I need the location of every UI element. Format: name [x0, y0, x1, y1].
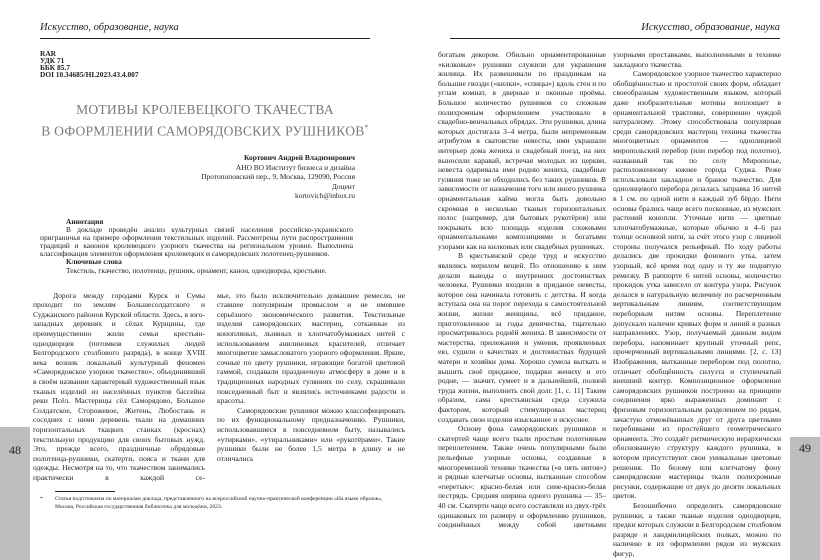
abstract-section: [40, 218, 353, 275]
footnote-mark: *: [40, 496, 43, 503]
footnote-rule: [55, 491, 115, 492]
footnote: [40, 496, 395, 511]
paragraph: узорными проставками, выполненными в технике закладного ткачества.: [613, 50, 781, 69]
body-column-right-1: [438, 50, 606, 530]
body-column-left-2: [217, 291, 405, 483]
udk-code: УДК 71: [40, 55, 65, 65]
paragraph: Основу фона саморядовских рушников и скатертей чаще всего ткали простым полотняным переплетением. Также очень популярными были рельефные узорные основы, созданные в многоремизной технике ткачества («в пять нитов») и рядные клетчатые основы, вытканные способом «перетык»: красно-белая или сине-красно-белая пестрядь. Средняя ширина одного рушника — 35–40 см. Скатерти чаще всего составляли из двух-трёх одинаковых по размеру и оформлению рушников, соединённых между собой цветными: [438, 424, 606, 530]
paragraph: В крестьянской среде труд и искусство являлись мерилом вещей. По отношению к ним делали выводы о внутренних достоинствах человека. Рушники входили в приданое невесты, которое она начинала готовить с детства. И когда вступала она на порог перехода к самостоятельной жизни, жизни женщины, всё приданое, приготовленное за годы девичества, тщательно просматривалось роднёй жениха. В зависимости от мастерства, прилежания и умения, проявленных ею, судили о качествах и достоинствах будущей матери и хозяйки дома. Хорошо сумела выткать и вышить своё приданое, подарки жениху и его родне, — значит, сумеет и в дальнейшей, полной труда жизни, выполнить свой долг. [1, с. 11] Таким образом, сама крестьянская среда служила фактором, который стимулировал мастериц создавать свои изделия изысканнее и искуснее.: [438, 251, 606, 424]
keywords-text: Текстиль, ткачество, полотенце, рушник, орнамент, канон, однодворцы, крестьяне.: [66, 265, 327, 275]
abstract-text: В докладе проведён анализ культурных связей населения российско-украинского приграничья на примере оформления текстильных изделий. Рассмотрены пути распространения традиций и канонов кролевецкого узорного ткачества на региональном уровне. Выполнена классификация элементов оформления кролевецких и саморядовских полотенец-рушников.: [40, 225, 353, 259]
article-metadata: [40, 51, 139, 79]
doi: DOI 10.34685/HI.2023.43.4.007: [40, 69, 139, 79]
running-header-left: Искусство, образование, наука: [40, 22, 179, 33]
body-column-left-1: [33, 291, 205, 483]
page-number-right: 49: [799, 441, 811, 455]
running-header-right: Искусство, образование, наука: [641, 22, 780, 33]
paragraph: Безошибочно определить саморядовские рушники, а также тканые изделия однодворцев, предки которых служили в Белгородском столбовом разряде и ландмилицейских полках, можно по наличию в их оформлении рядов из мужских фигур,: [613, 500, 781, 558]
header-rule-right: [450, 38, 780, 39]
article-title: [40, 101, 370, 141]
author-position: Доцент: [331, 181, 355, 191]
bbk-code: ББК 85.7: [40, 62, 70, 72]
page-number-left: 48: [9, 443, 21, 457]
title-line-1: МОТИВЫ КРОЛЕВЕЦКОГО ТКАЧЕСТВА: [76, 102, 334, 117]
footnote-text: Статья подготовлена по материалам доклада, представленного на всероссийской научно-практической конференции «На языке образов», Москва, Российская государственная библиотека для молодёжи, 2023.: [55, 496, 383, 510]
title-line-2: В ОФОРМЛЕНИИ САМОРЯДОВСКИХ РУШНИКОВ: [41, 123, 365, 139]
abstract-heading: Аннотация: [66, 217, 104, 226]
left-page-flow: [33, 218, 405, 512]
author-name: Кортович Андрей Владимирович: [244, 153, 355, 162]
paragraph: Саморядовское узорное ткачество характерно обобщённостью и простотой своих форм, обладает своеобразным художественным языком, который даже изобразительные мотивы воплощает в орнаментальной трактовке, совершенно чуждой натурализму. Этому способствовала популярная среди саморядовских мастериц техника ткачества многоцветных орнаментов — однолицевой миропольский перебор (или перебор под полотно), названный так по селу Мирополье, расположенному южнее города Суджа. Реже использовали закладное и браное ткачество. Для однолицевого перебора делалась заправка 16 нитей в 1 см. по одной нити в каждый зуб бёрдо. Нити основы брались чаще всего посконные, из мужских растений конопли. Уточные нити — цветные хлопчатобумажные, которые обычно в 4–6 раз толще основной нити, за счёт этого узор с лицевой стороны получался рельефный. По ходу работы делались две прокидки фонового утка, затем узорный, всё время под одну и ту же поднятую ремизку. В раппорте 6 нитей основы, количество прокидок утка зависело от контура узора. Рисунок делался в натуральную величину по расчерченным вертикальным линиям, соответствующим переборным нитям основы. Переплетение допускало наличие кривых форм и линий в разных направлениях. Узор, получаемый данным видом перебора, напоминает крупный уточный репс, прочерченный вертикальными линиями. [2, с. 13] Изображения, вытканные перебором под полотно, отличает обобщённость силуэта и ступенчатый внешний контур. Композиционное оформление саморядовских рушников построено на принципе соединения ярко выраженных доминант с фризовым горизонтальным разделением по рядам, зачастую отмежёванных друг от друга цветными перебивками из простейшего геометрического орнамента. Это создаёт ритмическую иерархически обоснованную структуру каждого рушника, в котором присутствуют свои уникальные цветовые решения. По белому или клетчатому фону саморядовские мастерицы ткали полихромные рисунки, содержащие от двух до десяти локальных цветов.: [613, 69, 781, 501]
body-column-right-2: [613, 50, 781, 558]
paragraph: богатым декором. Обильно орнаментированные «килковые» рушники служили для украшения жилища. Их развешивали по праздникам на большие гвозди («килки», «спицы») вдоль стен и по углам комнат, в дверные и оконные проёмы. Большое количество рушников со сложным полихромным оформлением участвовало в свадебно-венчальных обрядах. Эти рушники, длина которых достигала 3–4 метра, были непременным атрибутом в сватовстве невесты, ими украшали интерьер дома жениха и свадебный поезд, на них выносили каравай, встречая молодых из церкви, невеста одаривала ими родню жениха, свадебные гуляния тоже не обходились без таких рушников. В зависимости от назначения того или иного рушника орнаментальная кайма могла быть довольно скромная в несколько тканых горизонтальных полос (например, для бытовых рукотёров) или покрывать всю площадь изделия сложными орнаментальными композициями и богатыми узорами как на килковых или свадебных рушниках.: [438, 50, 606, 251]
rar-code: RAR: [40, 49, 57, 58]
title-footnote-mark[interactable]: *: [364, 123, 369, 132]
keywords-heading: Ключевые слова: [66, 257, 122, 267]
header-rule-left: [40, 38, 370, 39]
author-address: Протопоповский пер., 9, Москва, 129090, Россия: [201, 172, 355, 182]
paragraph: Дорога между городами Курск и Сумы проходит по землям Большесолдатского и Суджанского районов Курской области. Здесь, в юго-западных деревнях и сёлах Курщины, где преимущественно жили семьи крестьян-однодворцев (потомков служилых людей Белгородского столбового разряда), в конце XVIII века возник локальный культурный феномен «Саморядовское узорное ткачество», объединивший в своём названии характерный художественный язык тканых изделий из населённых пунктов бассейна реки Псёл. Мастерицы сёл Саморядово, Большое Солдатское, Сторожевое, Житень, Любостань и соседних с ними деревень ткали на домашних горизонтальных ткацких станках (кроснах) текстильную продукцию для своих бытовых нужд. Это, прежде всего, праздничные обрядовые полотенца-рушники, скатерти, пояса и ткани для одежды. Несмотря на то, что ткачеством занимались практически в каждой се-: [33, 290, 205, 482]
paragraph: мье, это было исключительно домашнее ремесло, не ставшее популярным промыслом и не имевшее серьёзного экономического развития. Текстильные изделия саморядовских мастериц, сотканные из конопляных, льняных и хлопчатобумажных нитей с использованием анилиновых красителей, отличает многоцветие замысловатого узорного оформления. Яркие, сочные по цвету рушники, играющие богатой цветовой гаммой, создавали праздничную атмосферу в доме и в традиционных народных гуляниях по селу, скрашивали повседневный быт и являлись источниками радости и красоты.: [217, 290, 405, 406]
left-body-columns: [33, 291, 405, 483]
paragraph: Саморядовские рушники можно классифицировать по их функциональному предназначению. Рушники, использовавшиеся в повседневном быту, назывались «утирками», «утиральниками» или «рукотёрами». Такие рушники были не более 1,5 метра в длину и не отличались: [217, 405, 405, 463]
author-email[interactable]: kortovich@inbox.ru: [295, 191, 355, 201]
author-org: АНО ВО Институт бизнеса и дизайна: [235, 162, 355, 172]
author-block: [200, 153, 355, 201]
